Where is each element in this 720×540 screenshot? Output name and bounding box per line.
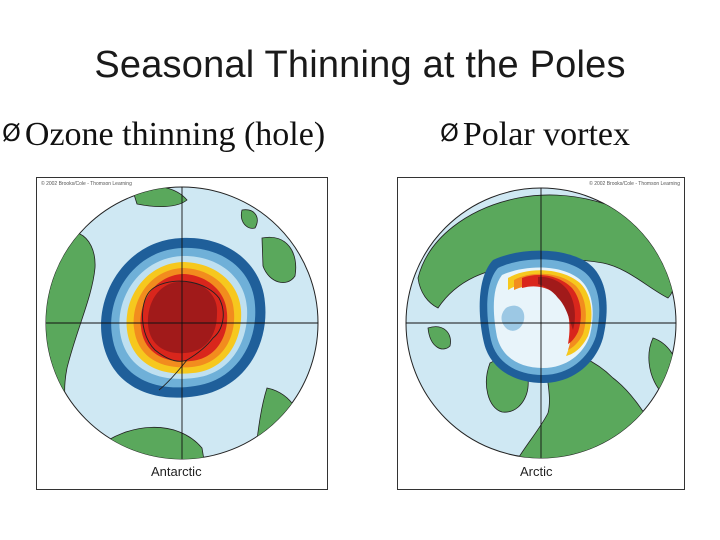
arctic-ozone-map [398,178,684,489]
arctic-label: Arctic [520,464,553,479]
arctic-map-panel [397,177,685,490]
antarctic-label: Antarctic [151,464,202,479]
bullet-polar-vortex [440,116,630,154]
bullet-arrow-icon: Ø [440,119,459,147]
antarctic-ozone-map [37,178,327,489]
bullet-arrow-icon: Ø [2,119,21,147]
bullet-text: Ozone thinning (hole) [24,116,326,153]
bullet-text: Polar vortex [462,116,631,153]
map-credit: © 2002 Brooks/Cole - Thomson Learning [589,181,680,187]
antarctic-map-panel [36,177,328,490]
map-credit: © 2002 Brooks/Cole - Thomson Learning [41,181,132,187]
slide-title: Seasonal Thinning at the Poles [94,44,626,86]
bullet-ozone-thinning [2,116,325,154]
